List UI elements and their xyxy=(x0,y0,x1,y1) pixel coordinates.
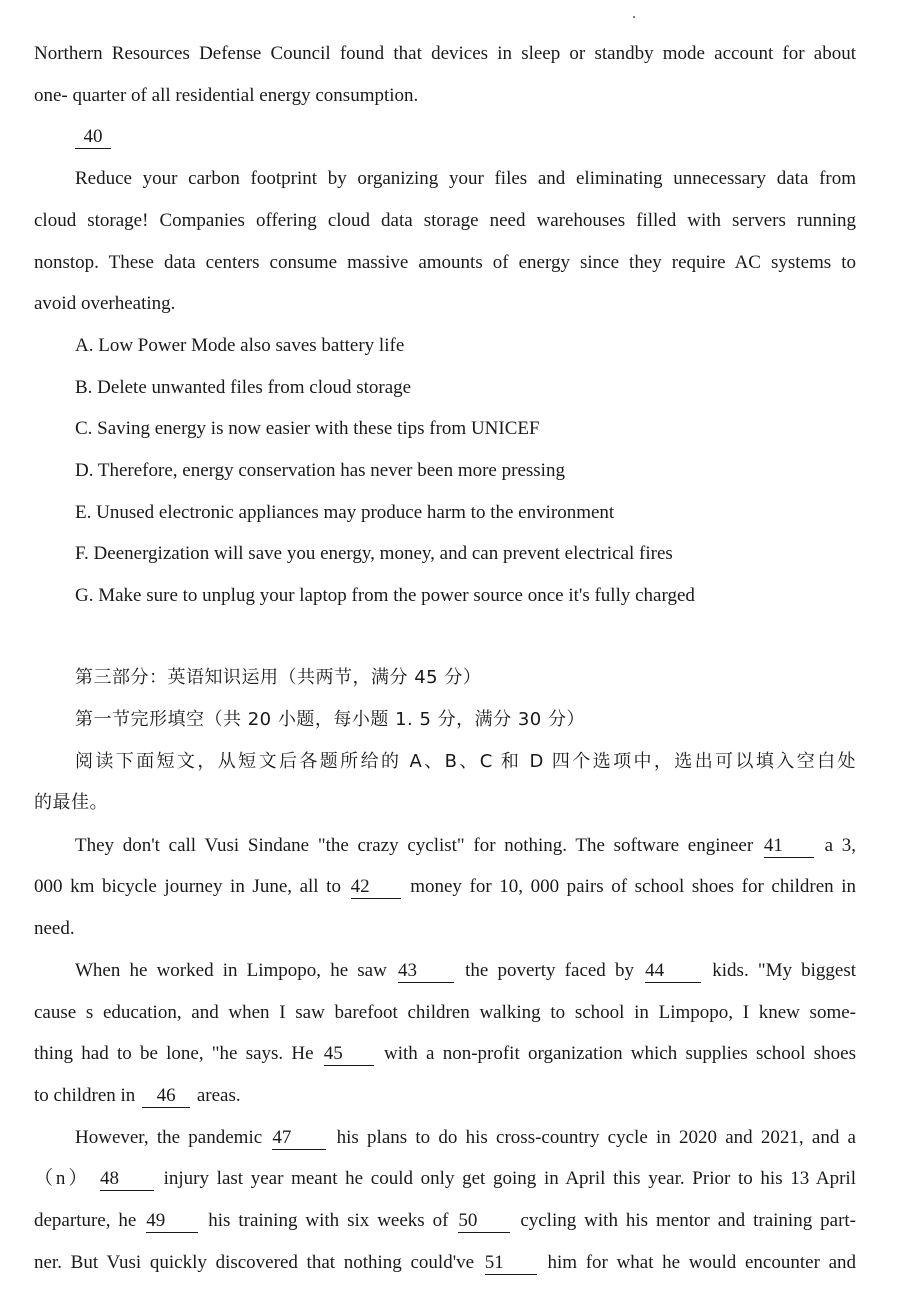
blank-42[interactable]: 42 xyxy=(351,877,401,899)
cloze-text: him for what he would encounter and xyxy=(547,1252,857,1273)
passage-line: nonstop. These data centers consume massive amounts of energy since they require AC systems to xyxy=(34,252,856,273)
cloze-text: money for 10, 000 pairs of school shoes for children in xyxy=(410,876,857,897)
blank-40-line xyxy=(75,124,856,150)
scan-speck xyxy=(633,16,635,18)
cloze-line xyxy=(34,1166,856,1192)
option-c: C. Saving energy is now easier with these tips from UNICEF xyxy=(75,418,540,439)
cloze-text: They don't call Vusi Sindane "the crazy cyclist" for nothing. The software engineer xyxy=(75,835,754,856)
blank-47[interactable]: 47 xyxy=(272,1128,326,1150)
blank-40[interactable]: 40 xyxy=(75,127,111,149)
cloze-line xyxy=(34,874,856,900)
section-heading: 第一节完形填空（共 20 小题，每小题 1. 5 分，满分 30 分） xyxy=(75,709,585,730)
option-g: G. Make sure to unplug your laptop from the power source once it's fully charged xyxy=(75,585,695,606)
cloze-text: 000 km bicycle journey in June, all to xyxy=(34,876,341,897)
cloze-text: his plans to do his cross-country cycle in 2020 and 2021, and a xyxy=(336,1127,856,1148)
cloze-text: ner. But Vusi quickly discovered that nothing could've xyxy=(34,1252,475,1273)
option-b: B. Delete unwanted files from cloud storage xyxy=(75,377,412,398)
cloze-text: a 3, xyxy=(824,835,857,856)
cloze-line xyxy=(34,1041,856,1067)
instruction-line: 的最佳。 xyxy=(34,792,108,813)
blank-51[interactable]: 51 xyxy=(485,1253,537,1275)
cloze-line: need. xyxy=(34,918,75,939)
option-f: F. Deenergization will save you energy, money, and can prevent electrical fires xyxy=(75,543,673,564)
blank-45[interactable]: 45 xyxy=(324,1044,374,1066)
cloze-line xyxy=(34,1250,856,1276)
cloze-text: with a non-profit organization which supplies school shoes xyxy=(384,1043,857,1064)
blank-41[interactable]: 41 xyxy=(764,836,814,858)
blank-49[interactable]: 49 xyxy=(146,1211,198,1233)
cloze-text: cycling with his mentor and training part- xyxy=(520,1210,857,1231)
cloze-line xyxy=(34,1083,856,1109)
cloze-text: areas. xyxy=(196,1085,241,1106)
part-heading: 第三部分：英语知识运用（共两节，满分 45 分） xyxy=(75,667,482,688)
passage-line: avoid overheating. xyxy=(34,293,176,314)
cloze-line xyxy=(34,1208,856,1234)
blank-46[interactable]: 46 xyxy=(142,1086,190,1108)
cloze-line: cause s education, and when I saw barefoot children walking to school in Limpopo, I knew some- xyxy=(34,1002,856,1023)
cloze-line xyxy=(75,1125,856,1151)
blank-50[interactable]: 50 xyxy=(458,1211,510,1233)
blank-44[interactable]: 44 xyxy=(645,961,701,983)
cloze-text: However, the pandemic xyxy=(75,1127,263,1148)
blank-48[interactable]: 48 xyxy=(100,1169,154,1191)
cloze-line xyxy=(75,958,856,984)
blank-43[interactable]: 43 xyxy=(398,961,454,983)
cloze-text: departure, he xyxy=(34,1210,137,1231)
cloze-line xyxy=(75,833,856,859)
passage-line: cloud storage! Companies offering cloud data storage need warehouses filled with servers running xyxy=(34,210,856,231)
cloze-text: thing had to be lone, "he says. He xyxy=(34,1043,314,1064)
cloze-text: the poverty faced by xyxy=(465,960,634,981)
option-a: A. Low Power Mode also saves battery life xyxy=(75,335,405,356)
instruction-line: 阅读下面短文，从短文后各题所给的 A、B、C 和 D 四个选项中，选出可以填入空白处 xyxy=(75,751,856,772)
passage-line: one- quarter of all residential energy consumption. xyxy=(34,85,419,106)
option-e: E. Unused electronic appliances may produce harm to the environment xyxy=(75,502,615,523)
passage-line: Northern Resources Defense Council found that devices in sleep or standby mode account for about xyxy=(34,43,856,64)
cloze-text: （n） xyxy=(34,1168,91,1189)
option-d: D. Therefore, energy conservation has never been more pressing xyxy=(75,460,565,481)
cloze-text: his training with six weeks of xyxy=(208,1210,449,1231)
cloze-text: to children in xyxy=(34,1085,136,1106)
cloze-text: When he worked in Limpopo, he saw xyxy=(75,960,387,981)
cloze-text: kids. "My biggest xyxy=(712,960,857,981)
cloze-text: injury last year meant he could only get going in April this year. Prior to his 13 April xyxy=(163,1168,856,1189)
passage-line: Reduce your carbon footprint by organizing your files and eliminating unnecessary data from xyxy=(75,168,856,189)
